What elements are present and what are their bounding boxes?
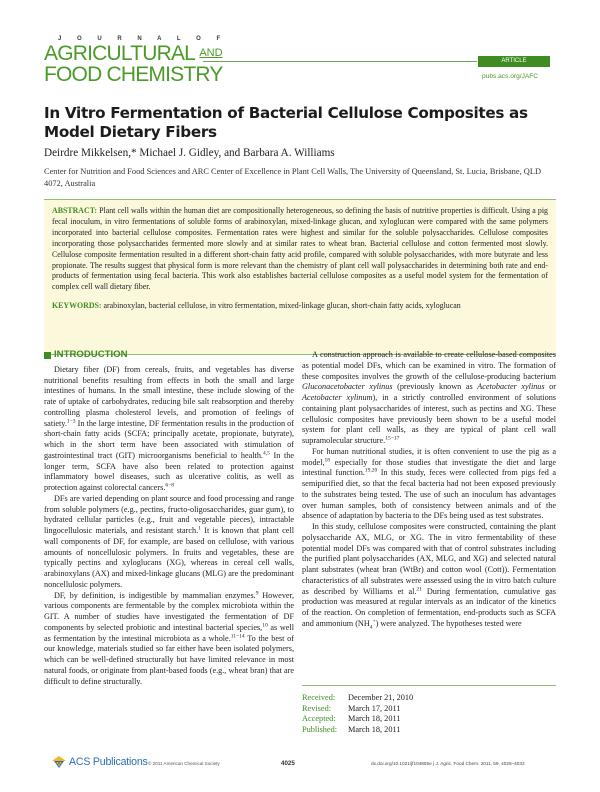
abstract-box: [44, 199, 556, 355]
paragraph: DF, by definition, is indigestible by mammalian enzymes.$^9$ However, various components are fermentable by the complex microbiota within the GIT. A number of studies have investigated the fermentation of DF components by selected probiotic and intestinal bacterial species,$^{10}$ as well as fermentation by the intestinal microbiota as a whole.$^{11-14}$ To the best of our knowledge, materials studied so far either have been isolated polymers, which can be well-defined structurally but have limited relevance in most natural foods, or originate from plant-based foods (e.g., wheat bran) that are difficult to define structurally.: [44, 589, 294, 686]
citation-link[interactable]: 10: [262, 622, 268, 629]
publication-history: [302, 685, 556, 736]
page-footer: [0, 752, 600, 772]
abstract: [52, 206, 548, 293]
journal-name-line2: FOOD CHEMISTRY: [44, 63, 223, 86]
citation-link[interactable]: 9: [255, 589, 259, 596]
journal-prefix: J O U R N A L O F: [58, 36, 228, 42]
author-list: Deirdre Mikkelsen,* Michael J. Gidley, and Barbara A. Williams: [44, 147, 335, 159]
article-type-badge: ARTICLE: [478, 56, 550, 67]
copyright: © 2011 American Chemical Society: [148, 761, 220, 766]
header-divider: [203, 61, 477, 62]
body-column-left: [44, 350, 294, 687]
citation-link[interactable]: 15−17: [385, 435, 400, 442]
citation-link[interactable]: 1: [198, 525, 201, 532]
paragraph: For human nutritional studies, it is often convenient to use the pig as a model,$^{18}$ especially for those studies that investigate the diet and large intestinal function.$^{19,20}$ In this study, feces were collected from pigs fed a semipurified diet, so that the fecal bacteria had not been exposed previously to the substrates being tested. The use of such an inoculum has advantages over human samples, both of consistency between animals and of the absence of adaptation by bacteria to the DFs being used as test substrates.: [302, 446, 556, 521]
citation-link[interactable]: 21: [416, 585, 422, 592]
acs-hexagon-icon: [52, 756, 66, 768]
history-published: Published: March 18, 2011: [302, 725, 401, 735]
abstract-text: Plant cell walls within the human diet are compositionally heterogeneous, so defining the basis of nutritive properties is difficult. Using a pig fecal inoculum, in vitro fermentations of soluble forms of arabinoxylan, mixed-linkage glucan, and xyloglucan were compared with the same polymers incorporated into bacterial cellulose composites. Fermentation rates were highest and similar for the soluble polysaccharides. Cellulose composites incorporating those polysaccharides fermented more slowly and at similar rates to wheat bran. Bacterial cellulose and cotton fermented most slowly. Cellulose composite fermentation resulted in a different short-chain fatty acid profile, compared with soluble polysaccharides, with more butyrate and less propionate. The results suggest that physical form is more relevant than the chemistry of plant cell wall polysaccharides in determining both rate and end-products of fermentation using fecal bacteria. This work also establishes bacterial cellulose composites as a useful model system for the fermentation of complex cell wall dietary fiber.: [52, 206, 548, 292]
body-column-right: [302, 350, 556, 633]
keywords: [52, 301, 548, 312]
acs-publications-logo[interactable]: ACS Publications: [52, 756, 148, 768]
journal-logo: [44, 36, 227, 85]
section-heading-introduction: INTRODUCTION: [44, 350, 294, 361]
article-title: In Vitro Fermentation of Bacterial Cellulose Composites as Model Dietary Fibers: [44, 104, 528, 141]
paragraph: Dietary fiber (DF) from cereals, fruits, and vegetables has diverse nutritional benefits resulting from effects in both the small and large intestines of humans. In the small intestine, these include slowing of the rate of uptake of carbohydrates, reducing bile salt reabsorption and thereby controlling plasma cholesterol levels, and promotion of feelings of satiety.$^{1-3}$ In the large intestine, DF fermentation results in the production of short-chain fatty acids (SCFA; principally acetate, propionate, butyrate), which in the short term have been associated with stimulation of gastrointestinal tract (GIT) microorganisms beneficial to health.$^{4,5}$ In the longer term, SCFA have also been related to protection against inflammatory bowel diseases, such as ulcerative colitis, as well as protection against colorectal cancers.$^{6-8}$: [44, 364, 294, 492]
citation-link[interactable]: 11−14: [230, 632, 245, 639]
citation-link[interactable]: 18: [324, 456, 331, 463]
abstract-label: ABSTRACT:: [52, 206, 98, 215]
doi-citation[interactable]: dx.doi.org/10.1021/jf104855e | J. Agric. Food Chem. 2011, 59, 4025–4032: [371, 761, 525, 766]
paragraph: In this study, cellulose composites were constructed, containing the plant polysaccharide AX, MLG, or XG. The in vitro fermentability of these potential model DFs was compared with that of control substrates including the purified plant polysaccharides (AX, MLG, and XG) and selected natural plant substrates (wheat bran (WtBr) and cotton wool (Cott)). Fermentation characteristics of all substrates were assessed using the in vitro batch culture as described by Williams et al.$^{21}$ During fermentation, cumulative gas production was measured at regular intervals as an indicator of the kinetics of the reaction. On completion of fermentation, end-products such as SCFA and ammonium $(NH_4^+)$ were analyzed. The hypotheses tested were: [302, 522, 556, 631]
history-revised: Revised: March 17, 2011: [302, 703, 401, 713]
citation-link[interactable]: 4,5: [262, 450, 270, 457]
history-accepted: Accepted: March 18, 2011: [302, 714, 401, 724]
citation-link[interactable]: 19,20: [364, 467, 378, 474]
citation-link[interactable]: 1−3: [66, 417, 76, 424]
history-received: Received: December 21, 2010: [302, 693, 414, 702]
page-number: 4025: [281, 760, 295, 767]
affiliation: Center for Nutrition and Food Sciences and ARC Center of Excellence in Plant Cell Walls, The University of Queensland, St. Lucia, Brisbane, QLD 4072, Australia: [44, 167, 541, 188]
journal-and: AND: [199, 47, 223, 59]
journal-name-line1: AGRICULTURAL AND: [44, 42, 223, 65]
paragraph: DFs are varied depending on plant source and food processing and range from soluble polymers (e.g., pectins, fructo-oligosaccharides, guar gum), to hydrated cellular particles (e.g., fruit and vegetable pieces), intractable lingocellulosic materials, and resistant starch.$^1$ It is known that plant cell wall components of DF, for example, are based on cellulose, with various amounts of noncellulosic polymers. In fruits and vegetables, these are typically pectins and xyloglucans (XG), whereas in cereal cell walls, arabinoxylans (AX) and mixed-linkage glucans (MLG) are the predominant noncellulosic polymers.: [44, 493, 294, 589]
keywords-label: KEYWORDS:: [52, 301, 102, 311]
keywords-text: arabinoxylan, bacterial cellulose, in vitro fermentation, mixed-linkage glucan, short-chain fatty acids, xyloglucan: [103, 301, 461, 311]
journal-url-link[interactable]: pubs.acs.org/JAFC: [482, 73, 539, 80]
paragraph: A construction approach is available to create cellulose-based composites as potential model DFs, which can be examined in vitro. The formation of these composites involves the growth of the cellulose-producing bacterium Gluconacetobacter xylinus (previously known as Acetobacter xylinus or Acetobacter xylinum), in a strictly controlled environment of solutions containing plant polysaccharides of interest, such as pectins and XG. These cellulosic composites have previously been shown to be a useful model system for plant cell walls, as they are typical of plant cell wall supramolecular structure.$^{15-17}$: [302, 350, 556, 445]
section-square-icon: [44, 352, 51, 359]
citation-link[interactable]: 6−8: [165, 482, 174, 489]
